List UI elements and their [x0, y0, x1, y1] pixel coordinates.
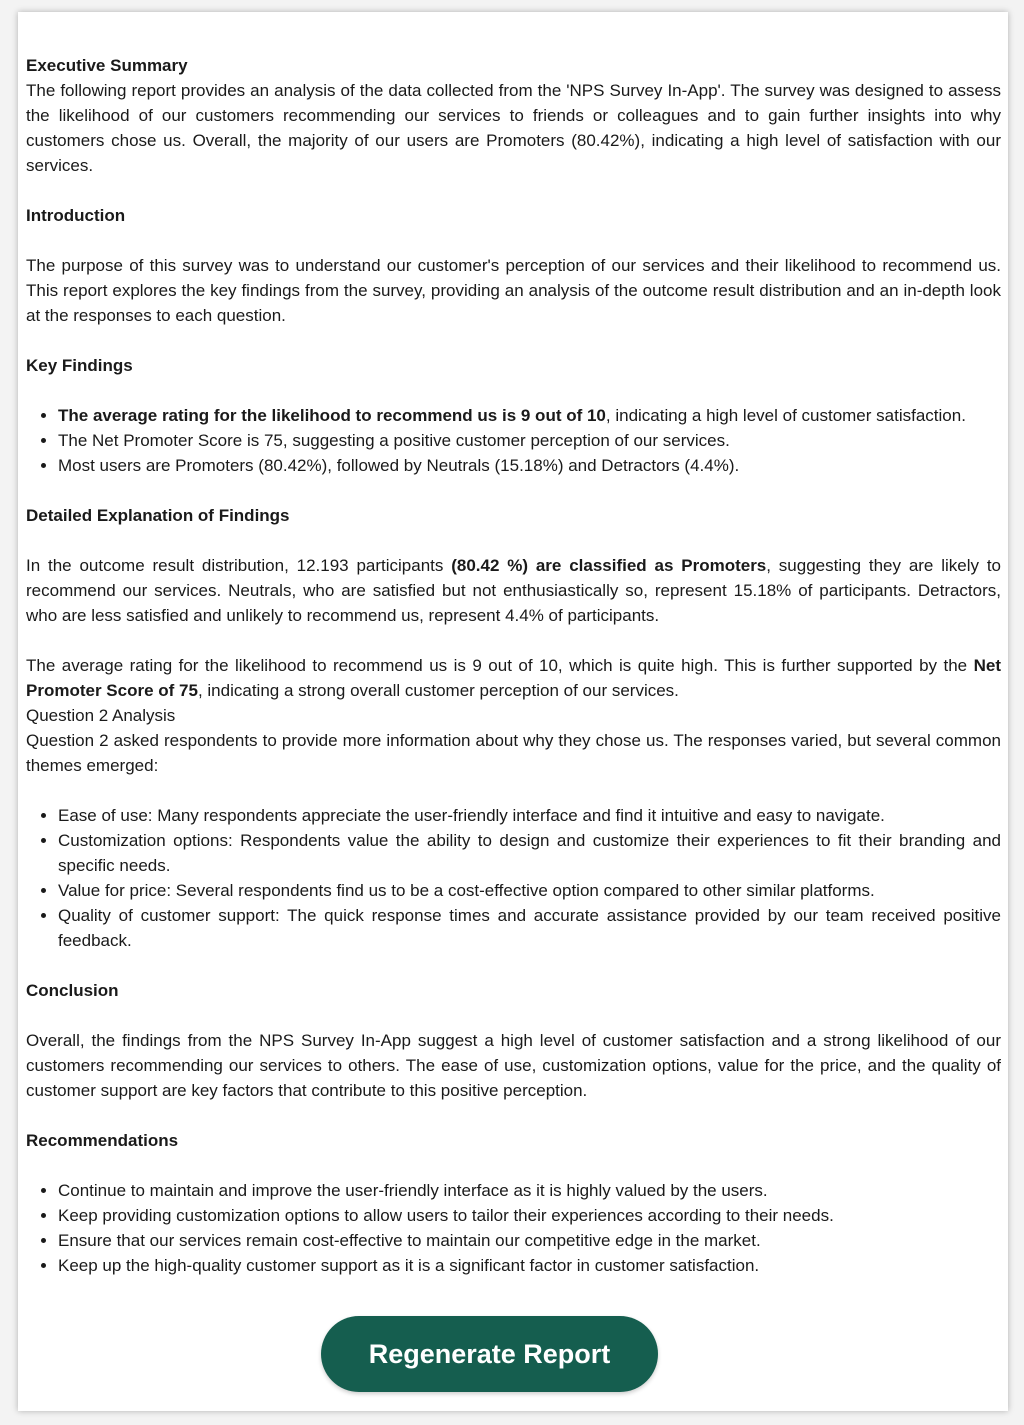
list-item: • Continue to maintain and improve the user-friendly interface as it is highly valued by the users. [58, 1178, 1001, 1203]
question-2-title: Question 2 Analysis [26, 706, 176, 725]
key-findings-list [26, 403, 1001, 478]
list-item: • The Net Promoter Score is 75, suggesting a positive customer perception of our services. [58, 428, 1001, 453]
list-item: • Value for price: Several respondents find us to be a cost-effective option compared to other similar platforms. [58, 878, 1001, 903]
text-span: , indicating a strong overall customer perception of our services. [197, 681, 679, 700]
introduction-text: The purpose of this survey was to understand our customer's perception of our services and their likelihood to recommend us. This report explores the key findings from the survey, providing an analysis of the outcome result distribution and an in-depth look at the responses to each question. [26, 256, 1001, 325]
key-finding-text: , indicating a high level of customer satisfaction. [605, 406, 966, 425]
conclusion-text: Overall, the findings from the NPS Survey In-App suggest a high level of customer satisfaction and a strong likelihood of our customers recommending our services to others. The ease of use, customization options, value for the price, and the quality of customer support are key factors that contribute to this positive perception. [26, 1031, 1001, 1100]
key-finding-bold: The average rating for the likelihood to recommend us is 9 out of 10 [58, 406, 606, 425]
executive-summary-heading: Executive Summary [26, 56, 188, 75]
text-span: The average rating for the likelihood to recommend us is 9 out of 10, which is quite high. This is further supported by the [26, 656, 974, 675]
nps-bold: Net Promoter Score of 75 [26, 656, 1001, 700]
list-item: • Ease of use: Many respondents appreciate the user-friendly interface and find it intuitive and easy to navigate. [58, 803, 1001, 828]
promoters-bold: (80.42 %) are classified as Promoters [451, 556, 767, 575]
text-span: In the outcome result distribution, 12.193 participants [26, 556, 452, 575]
list-item: • Most users are Promoters (80.42%), followed by Neutrals (15.18%) and Detractors (4.4%). [58, 453, 1001, 478]
report-card [18, 12, 1008, 1411]
regenerate-report-button[interactable]: Regenerate Report [321, 1316, 658, 1392]
list-item: • Quality of customer support: The quick response times and accurate assistance provided by our team received positive feedback. [58, 903, 1001, 953]
executive-summary-text: The following report provides an analysis of the data collected from the 'NPS Survey In-App'. The survey was designed to assess the likelihood of our customers recommending our services to friends or colleagues and to gain further insights into why customers chose us. Overall, the majority of our users are Promoters (80.42%), indicating a high level of satisfaction with our services. [26, 81, 1001, 175]
introduction-heading: Introduction [26, 206, 126, 225]
list-item: • Keep up the high-quality customer support as it is a significant factor in customer satisfaction. [58, 1253, 1001, 1278]
rating-paragraph [26, 653, 1001, 703]
list-item [58, 403, 1001, 428]
conclusion-heading: Conclusion [26, 981, 119, 1000]
report-body [26, 53, 1001, 1278]
themes-list [26, 803, 1001, 953]
key-findings-heading: Key Findings [26, 356, 133, 375]
text-span: , suggesting they are likely to recommend our services. Neutrals, who are satisfied but not enthusiastically so, represent 15.18% of participants. Detractors, who are less satisfied and unlikely to recommend us, represent 4.4% of participants. [26, 556, 1001, 625]
question-2-text: Question 2 asked respondents to provide more information about why they chose us. The responses varied, but several common themes emerged: [26, 731, 1001, 775]
list-item: • Ensure that our services remain cost-effective to maintain our competitive edge in the market. [58, 1228, 1001, 1253]
list-item: • Customization options: Respondents value the ability to design and customize their experiences to fit their branding and specific needs. [58, 828, 1001, 878]
recommendations-list [26, 1178, 1001, 1278]
recommendations-heading: Recommendations [26, 1131, 179, 1150]
distribution-paragraph [26, 553, 1001, 628]
detailed-findings-heading: Detailed Explanation of Findings [26, 506, 290, 525]
list-item: • Keep providing customization options to allow users to tailor their experiences according to their needs. [58, 1203, 1001, 1228]
